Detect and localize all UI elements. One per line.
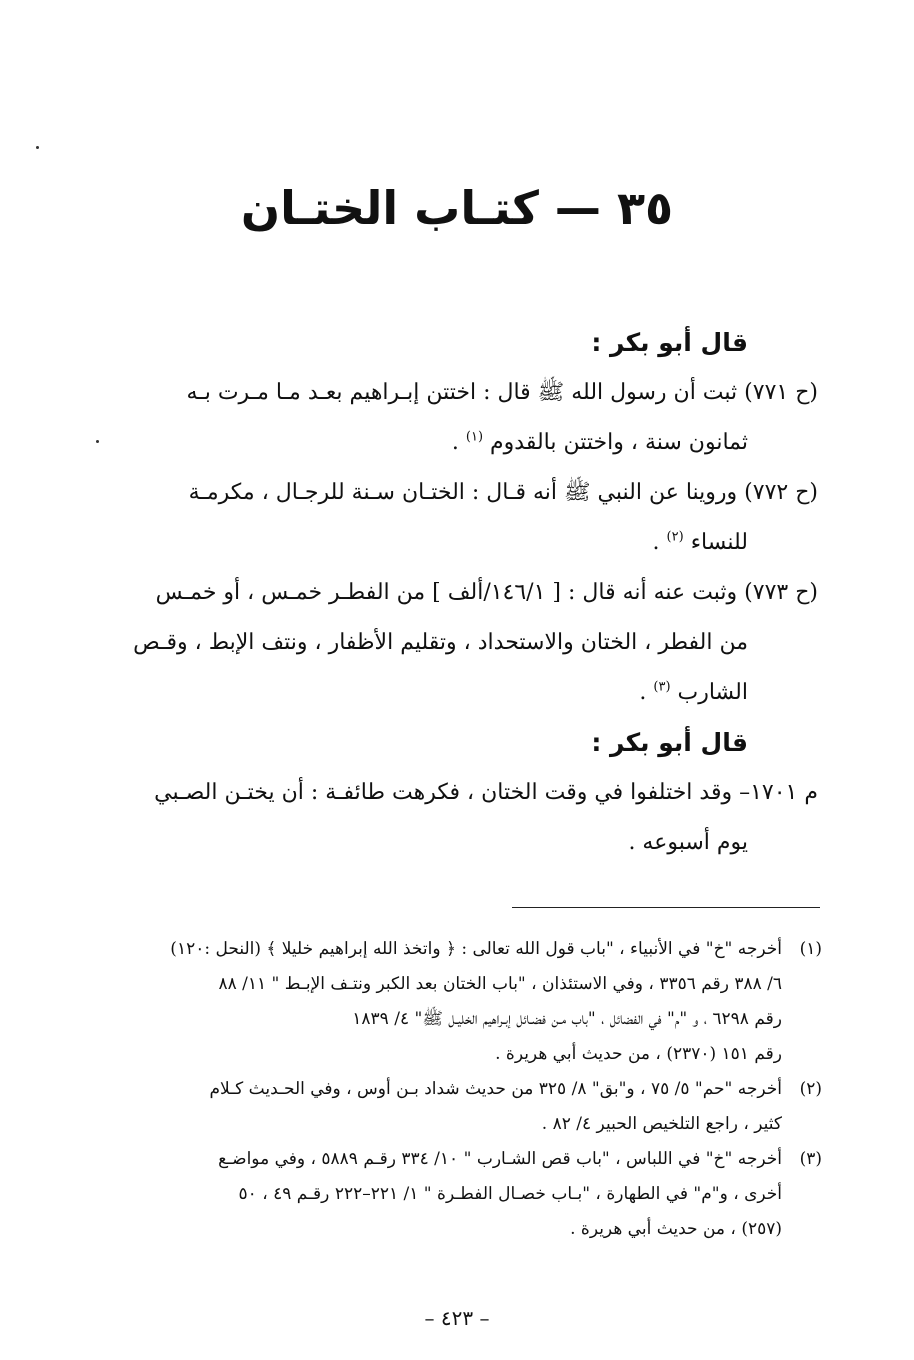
chapter-title: ٣٥ — كتـاب الختـان [240,181,674,235]
hadith-772: (ح ٧٧٢) وروينا عن النبي ﷺ أنه قـال : الختـان سـنة للرجـال ، مكرمـة للنساء $^{(٢)}$ . [188,480,818,555]
masala-number: م ١٧٠١– [739,780,818,805]
hadith-text-line: من الفطر ، الختان والاستحداد ، وتقليم الأظفار ، ونتف الإبط ، وقـص [133,630,748,655]
hadith-number: (ح ٧٧٢) [744,480,818,505]
masala-1701 [110,768,818,868]
footnote-1 [110,932,822,1072]
masala-text-line: وقد اختلفوا في وقت الختان ، فكرهت طائفـة : أن يختـن الصـبي [154,780,733,805]
footnote-number: (٢) [799,1079,822,1099]
hadith-771: (ح ٧٧١) ثبت أن رسول الله ﷺ قال : اختتن إبـراهيم بعـد مـا مـرت بـه ثمانون سنة ، واختتن بالقدوم $^{(١)}$ . [186,380,818,455]
section-heading: قال أبو بكر : [591,328,748,357]
scan-speck [96,440,99,443]
footnote-number: (٣) [799,1149,822,1169]
hadith-text-line: ثمانون سنة ، واختتن بالقدوم [490,430,748,455]
footnote-line: (٢٥٧) ، من حديث أبي هريرة . [570,1219,782,1239]
hadith-number: (ح ٧٧١) [744,380,818,405]
footnote-ref[interactable]: (١) [465,429,484,445]
footnote-2 [110,1072,822,1142]
footnote-line: رقم ٦٢٩٨ ، و "م" في الفضائل ، "باب مـن فضـائل إبـراهيم الخليـل ﷺ" ٤/ ١٨٣٩ [352,1009,782,1029]
hadith-text-line: ثبت أن رسول الله ﷺ قال : اختتن إبـراهيم بعـد مـا مـرت بـه [186,380,738,405]
scan-speck [36,146,39,149]
footnote-line: أخرجه "حم" ٥/ ٧٥ ، و"بق" ٨/ ٣٢٥ من حديث شداد بـن أوس ، وفي الحـديث كـلام [209,1079,782,1099]
footnote-line: أخرجه "خ" في اللباس ، "باب قص الشـارب " ١٠/ ٣٣٤ رقـم ٥٨٨٩ ، وفي مواضـع [218,1149,782,1169]
footnote-separator [512,907,820,908]
masala-text-line: يوم أسبوعه . [628,830,748,855]
footnote-line: أخرجه "خ" في الأنبياء ، "باب قول الله تعالى : ﴿ واتخذ الله إبراهيم خليلا ﴾ (النحل :١٢٠) [170,939,782,959]
footnote-3 [110,1142,822,1247]
page-number: – ٤٢٣ – [424,1306,490,1330]
hadith-text-line: الشارب [677,680,748,705]
hadith-text-line: وروينا عن النبي ﷺ أنه قـال : الختـان سـنة للرجـال ، مكرمـة [188,480,738,505]
footnote-line: رقم ١٥١ (٢٣٧٠) ، من حديث أبي هريرة . [495,1044,782,1064]
main-text [110,318,818,868]
footnote-ref[interactable]: (٣) [653,679,671,695]
hadith-text-line: وثبت عنه أنه قال : [ ١٤٦/١/ألف ] من الفطـر خمـس ، أو خمـس [155,580,738,605]
footnote-line: أخرى ، و"م" في الطهارة ، "بـاب خصـال الفطـرة " ١/ ٢٢١–٢٢٢ رقـم ٤٩ ، ٥٠ [238,1184,782,1204]
footnote-line: ٦/ ٣٨٨ رقم ٣٣٥٦ ، وفي الاستئذان ، "باب الختان بعد الكبر ونتـف الإبـط " ١١/ ٨٨ [218,974,782,994]
hadith-773: (ح ٧٧٣) وثبت عنه أنه قال : [ ١٤٦/١/ألف ] من الفطـر خمـس ، أو خمـس من الفطر ، الختان والاستحداد ، وتقليم الأظفار ، ونتف الإبط ، وقـص الشارب $^{(٣)}$ . [133,580,818,705]
hadith-number: (ح ٧٧٣) [744,580,818,605]
footnote-line: كثير ، راجع التلخيص الحبير ٤/ ٨٢ . [541,1114,782,1134]
hadith-text-line: للنساء [690,530,748,555]
footnotes [110,932,822,1247]
section-heading: قال أبو بكر : [591,728,748,757]
footnote-ref[interactable]: (٢) [666,529,684,545]
footnote-number: (١) [799,939,822,959]
